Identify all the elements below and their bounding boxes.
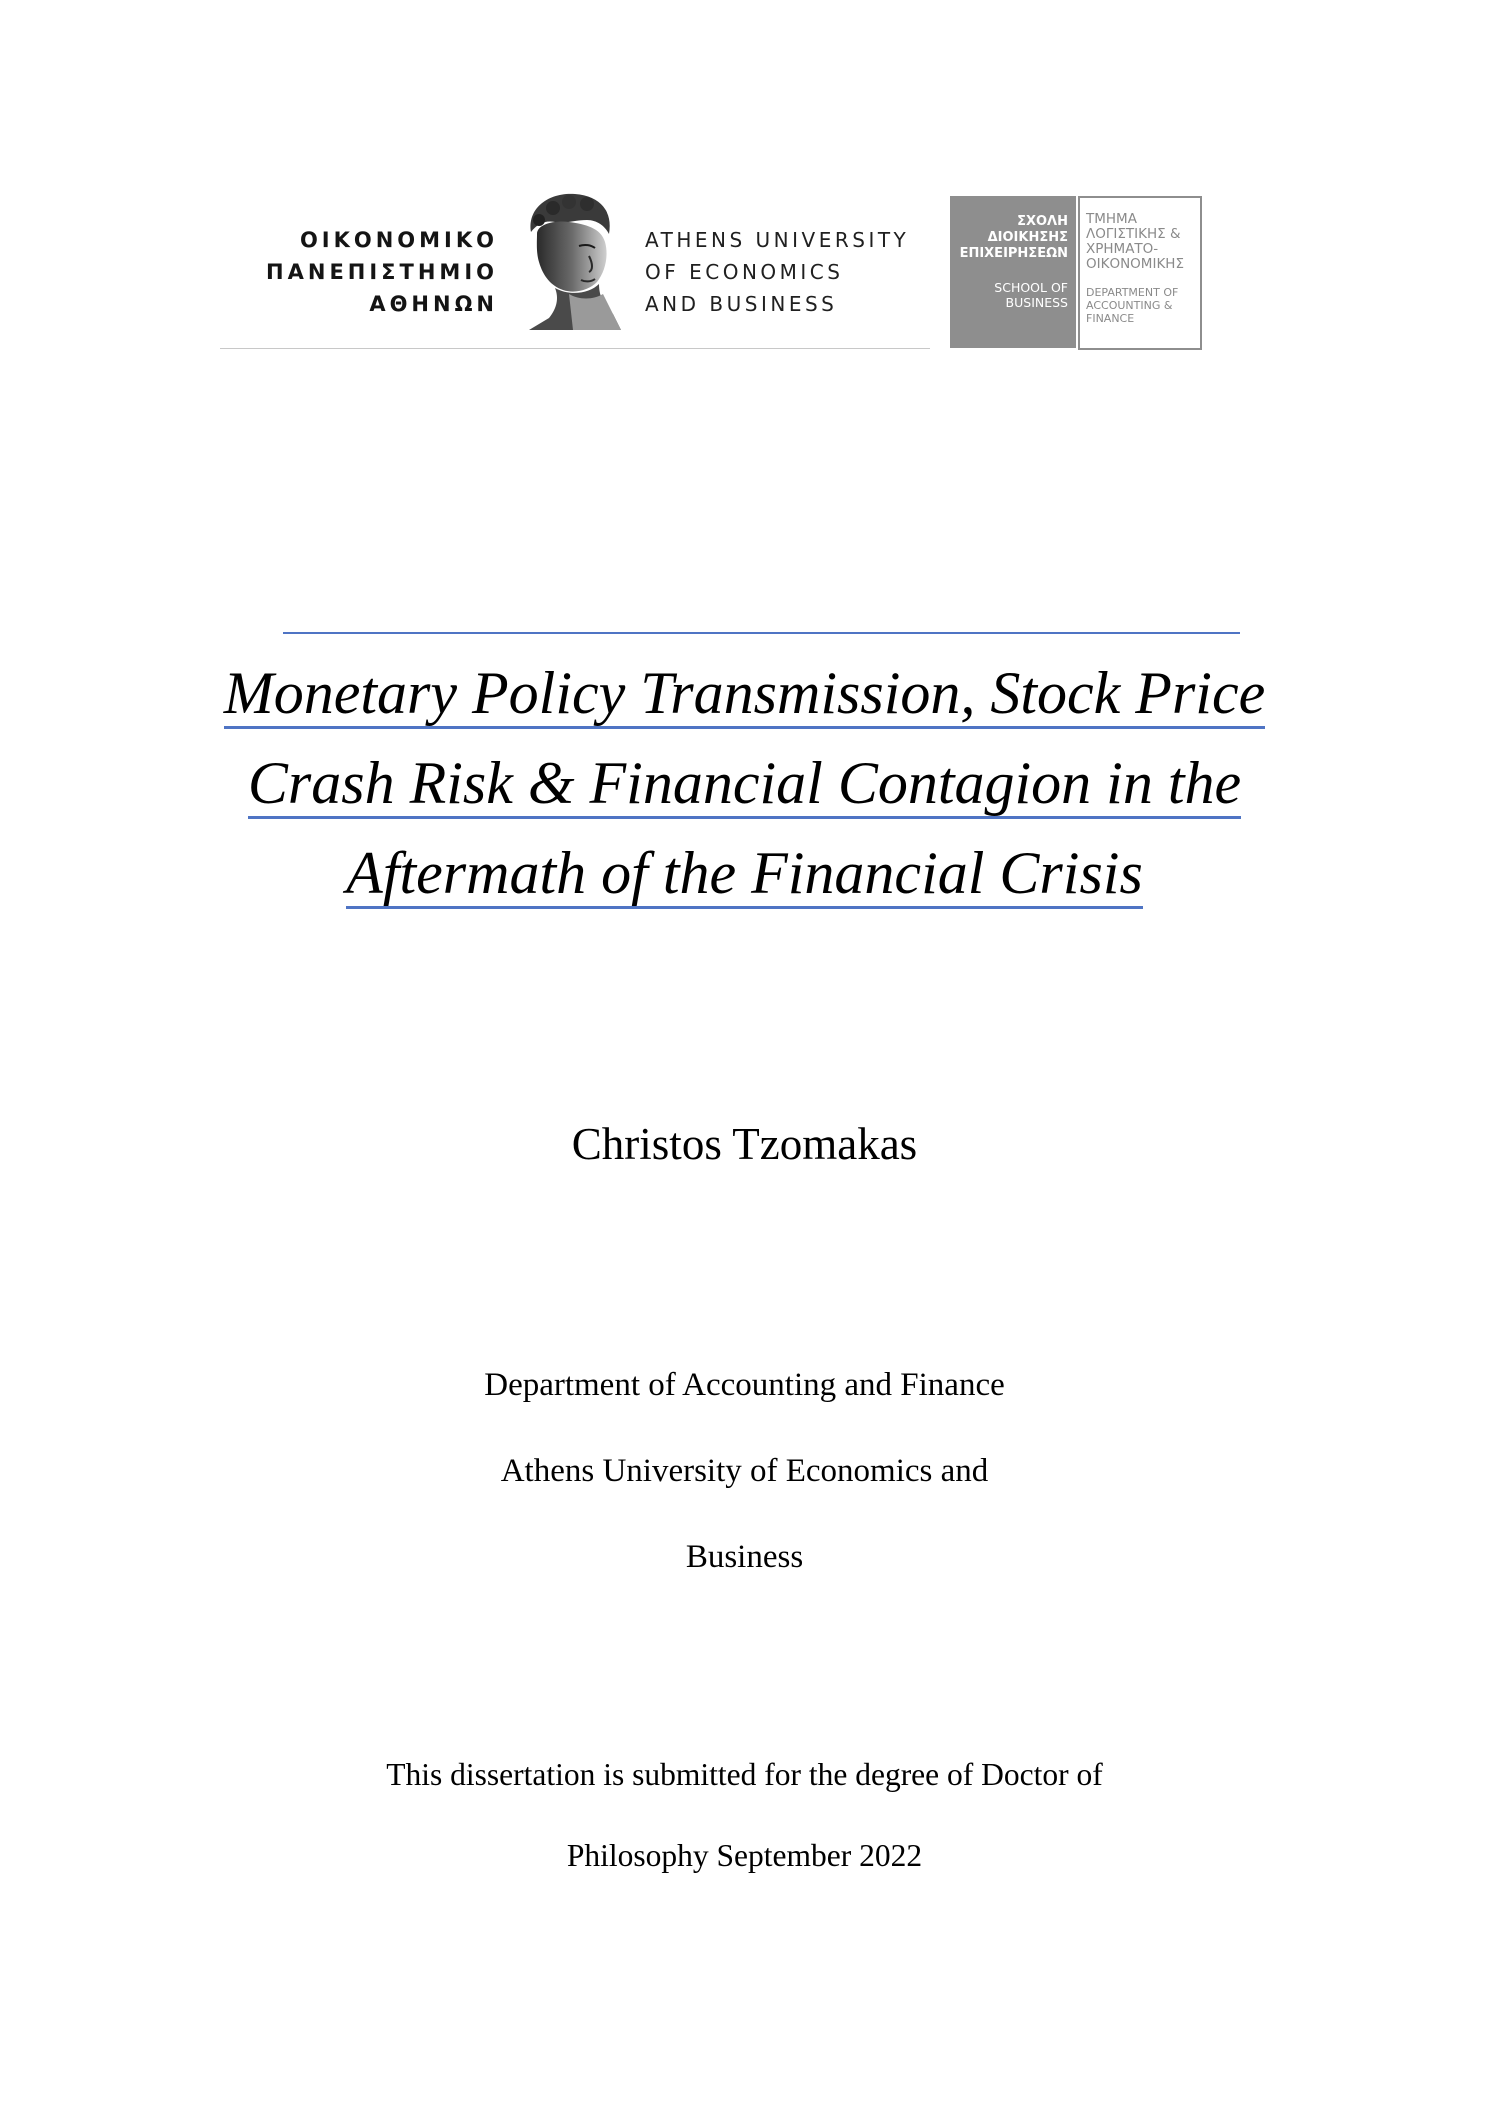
school-department-badge [950, 196, 1208, 348]
title-line: Monetary Policy Transmission, Stock Price [120, 648, 1369, 738]
affiliation-line: Business [685, 1539, 804, 1575]
affiliation-line: Athens University of Economics and [500, 1453, 989, 1489]
submission-line: This dissertation is submitted for the degree of Doctor of [386, 1757, 1103, 1792]
department-block [1078, 196, 1202, 350]
title-top-rule [283, 632, 1240, 634]
school-of-business-block [950, 196, 1076, 348]
department-english-name: DEPARTMENT OF ACCOUNTING & FINANCE [1086, 286, 1179, 325]
header-logos [220, 190, 1220, 350]
logo-divider [220, 348, 930, 349]
school-greek-name: ΣΧΟΛΗ ΔΙΟΙΚΗΣΗΣ ΕΠΙΧΕΙΡΗΣΕΩΝ [959, 214, 1068, 261]
hermes-bust-icon [509, 190, 629, 330]
title-line: Crash Risk & Financial Contagion in the [120, 738, 1369, 828]
university-logo [220, 190, 930, 350]
university-english-name: ATHENS UNIVERSITY OF ECONOMICS AND BUSINESS [645, 228, 910, 316]
submission-line: Philosophy September 2022 [566, 1838, 923, 1873]
affiliation-line: Department of Accounting and Finance [484, 1367, 1005, 1403]
department-greek-name: ΤΜΗΜΑ ΛΟΓΙΣΤΙΚΗΣ & ΧΡΗΜΑΤΟ- ΟΙΚΟΝΟΜΙΚΗΣ [1086, 211, 1184, 272]
affiliation [0, 1342, 1489, 1600]
submission-statement [0, 1734, 1489, 1896]
school-english-name: SCHOOL OF BUSINESS [994, 280, 1068, 310]
author-name: Christos Tzomakas [571, 1119, 918, 1169]
title-line: Aftermath of the Financial Crisis [120, 828, 1369, 918]
dissertation-title [120, 648, 1369, 918]
university-greek-name: ΟΙΚΟΝΟΜΙΚΟ ΠΑΝΕΠΙΣΤΗΜΙΟ ΑΘΗΝΩΝ [266, 228, 498, 316]
